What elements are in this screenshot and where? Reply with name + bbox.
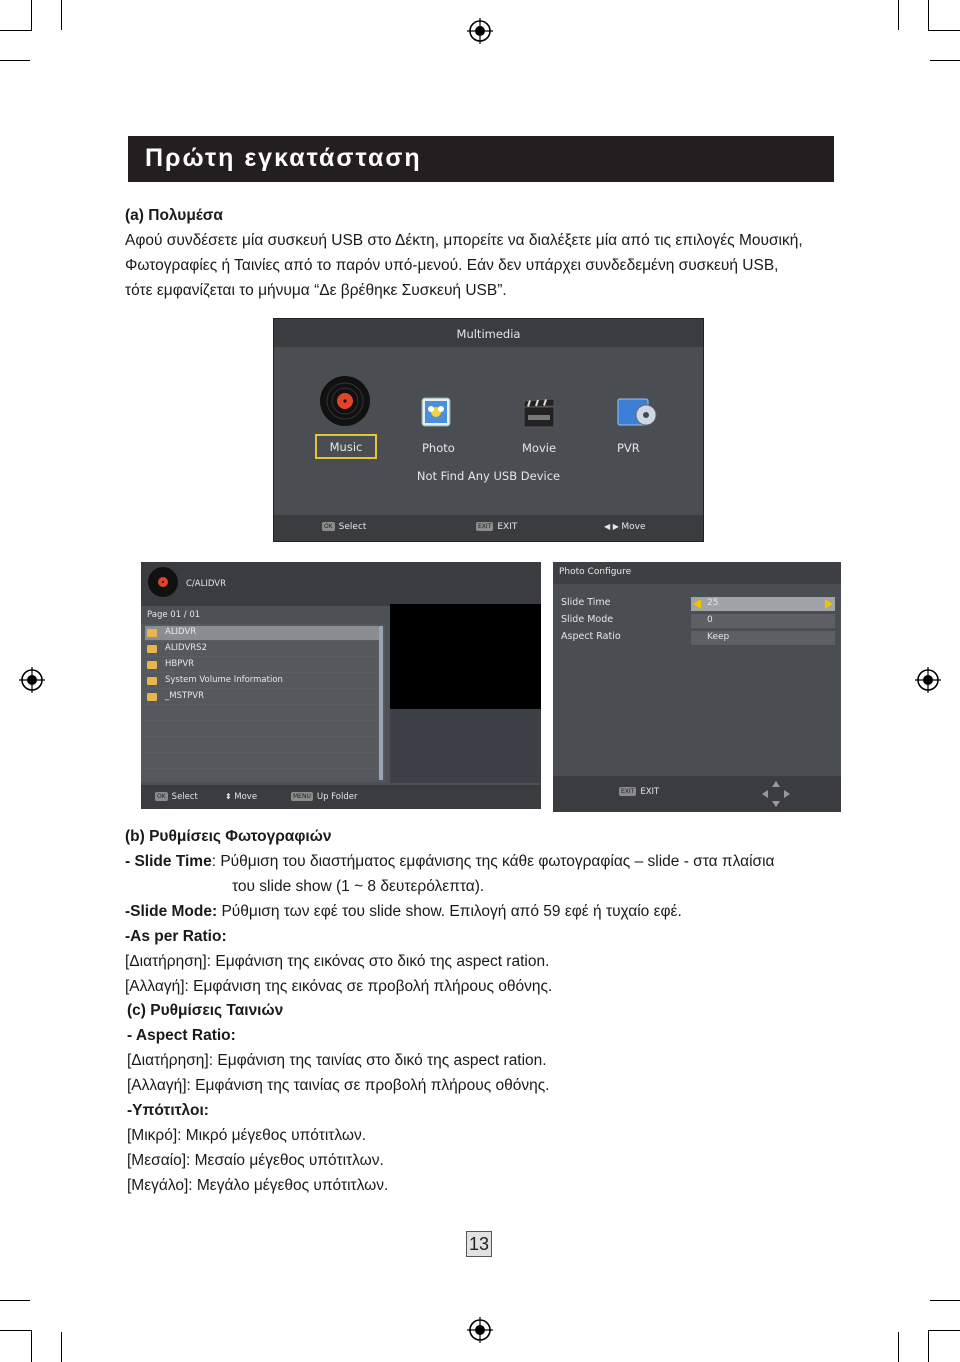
section-header-bar bbox=[128, 136, 834, 182]
up-folder-hint: MENU Up Folder bbox=[293, 792, 358, 802]
aspect-ratio-row[interactable]: Aspect Ratio Keep bbox=[559, 631, 835, 645]
folder-path: C/ALIDVR bbox=[186, 579, 226, 589]
file-browser-screen bbox=[141, 562, 541, 809]
folder-icon bbox=[147, 661, 157, 669]
preview-pane bbox=[390, 604, 541, 709]
config-title: Photo Configure bbox=[559, 567, 632, 577]
folder-icon bbox=[147, 693, 157, 701]
exit-hint: EXIT EXIT bbox=[621, 787, 660, 797]
section-a-heading: (a) Πολυμέσα bbox=[125, 207, 223, 224]
subtitle-small-line: [Μικρό]: Μικρό μέγεθος υπότιτλων. bbox=[127, 1127, 367, 1144]
slide-mode-line: -Slide Mode: Ρύθμιση των εφέ του slide show. Επιλογή από 59 εφέ ή τυχαίο εφέ. bbox=[125, 903, 682, 920]
aspect-ratio-label: - Aspect Ratio: bbox=[127, 1027, 236, 1044]
preview-info bbox=[390, 709, 541, 783]
select-hint: OK Select bbox=[157, 792, 198, 802]
slide-time-line-2: του slide show (1 ~ 8 δευτερόλεπτα). bbox=[232, 878, 485, 895]
page-title: Πρώτη εγκατάσταση bbox=[145, 144, 422, 172]
list-item[interactable]: HBPVR bbox=[145, 658, 379, 673]
registration-mark-icon bbox=[19, 667, 45, 693]
no-usb-message: Not Find Any USB Device bbox=[416, 469, 561, 483]
photo-tab[interactable]: Photo bbox=[422, 441, 455, 455]
music-tab[interactable] bbox=[315, 434, 377, 459]
subtitle-large-line: [Μεγάλο]: Μεγάλο μέγεθος υπότιτλων. bbox=[127, 1177, 389, 1194]
page-number: 13 bbox=[466, 1231, 492, 1257]
left-right-arrows-icon: ◀ ▶ bbox=[604, 522, 622, 531]
file-list bbox=[141, 624, 385, 782]
registration-mark-icon bbox=[467, 1317, 493, 1343]
slide-time-row[interactable]: Slide Time 25 bbox=[559, 597, 835, 611]
photo-icon bbox=[421, 397, 451, 427]
registration-mark-icon bbox=[467, 18, 493, 44]
multimedia-title: Multimedia bbox=[456, 327, 521, 341]
list-item[interactable]: ALIDVRS2 bbox=[145, 642, 379, 657]
select-hint: OK Select bbox=[324, 522, 367, 532]
exit-hint: EXIT EXIT bbox=[478, 522, 518, 532]
slide-mode-row[interactable]: Slide Mode 0 bbox=[559, 614, 835, 628]
list-item[interactable]: ALIDVR bbox=[145, 626, 379, 641]
list-item bbox=[145, 754, 379, 769]
list-item bbox=[145, 722, 379, 737]
movie-clapper-icon bbox=[522, 397, 556, 429]
music-label: Music bbox=[329, 440, 363, 454]
ratio-change-line: [Αλλαγή]: Εμφάνιση της εικόνας σε προβολή πλήρους οθόνης. bbox=[125, 978, 553, 995]
registration-mark-icon bbox=[915, 667, 941, 693]
folder-icon bbox=[147, 629, 157, 637]
slide-time-line: - Slide Time: Ρύθμιση του διαστήματος εμφάνισης της κάθε φωτογραφίας – slide - στα πλαίσια bbox=[125, 853, 775, 870]
list-item bbox=[145, 706, 379, 721]
folder-icon bbox=[147, 677, 157, 685]
aspect-keep-line: [Διατήρηση]: Εμφάνιση της ταινίας στο δικό της aspect ration. bbox=[127, 1052, 547, 1069]
folder-icon bbox=[147, 645, 157, 653]
list-item[interactable]: System Volume Information bbox=[145, 674, 379, 689]
music-disc-icon bbox=[147, 566, 179, 598]
music-disc-icon bbox=[319, 375, 371, 427]
section-c-heading: (c) Ρυθμίσεις Ταινιών bbox=[127, 1002, 284, 1019]
multimedia-screen bbox=[273, 318, 704, 542]
scrollbar[interactable] bbox=[379, 626, 383, 780]
aspect-change-line: [Αλλαγή]: Εμφάνιση της ταινίας σε προβολή πλήρους οθόνης. bbox=[127, 1077, 550, 1094]
list-item[interactable]: _MSTPVR bbox=[145, 690, 379, 705]
section-a-line: Αφού συνδέσετε μία συσκευή USB στο Δέκτη, μπορείτε να διαλέξετε μία από τις επιλογές Μουσική, bbox=[125, 232, 803, 249]
list-item bbox=[145, 738, 379, 753]
pvr-tab[interactable]: PVR bbox=[617, 441, 640, 455]
section-b-heading: (b) Ρυθμίσεις Φωτογραφιών bbox=[125, 828, 332, 845]
pvr-icon bbox=[616, 395, 658, 429]
ratio-keep-line: [Διατήρηση]: Εμφάνιση της εικόνας στο δικό της aspect ration. bbox=[125, 953, 550, 970]
subtitle-medium-line: [Μεσαίο]: Μεσαίο μέγεθος υπότιτλων. bbox=[127, 1152, 384, 1169]
page-indicator: Page 01 / 01 bbox=[147, 610, 201, 620]
section-a-line: τότε εμφανίζεται το μήνυμα “Δε βρέθηκε Συσκευή USB”. bbox=[125, 282, 507, 299]
arrow-left-icon[interactable] bbox=[693, 599, 701, 609]
navigation-pad-icon bbox=[761, 780, 791, 808]
arrow-right-icon[interactable] bbox=[825, 599, 833, 609]
up-down-arrows-icon: ⬍ bbox=[225, 792, 235, 801]
section-a-line: Φωτογραφίες ή Ταινίες από το παρόν υπό-μενού. Εάν δεν υπάρχει συνδεδεμένη συσκευή USB, bbox=[125, 257, 779, 274]
movie-tab[interactable]: Movie bbox=[522, 441, 557, 455]
move-hint: ⬍ Move bbox=[225, 792, 258, 802]
move-hint: ◀ ▶ Move bbox=[604, 522, 646, 532]
subtitles-label: -Υπότιτλοι: bbox=[127, 1102, 209, 1119]
ratio-label: -As per Ratio: bbox=[125, 928, 227, 945]
photo-configure-screen bbox=[553, 562, 841, 812]
